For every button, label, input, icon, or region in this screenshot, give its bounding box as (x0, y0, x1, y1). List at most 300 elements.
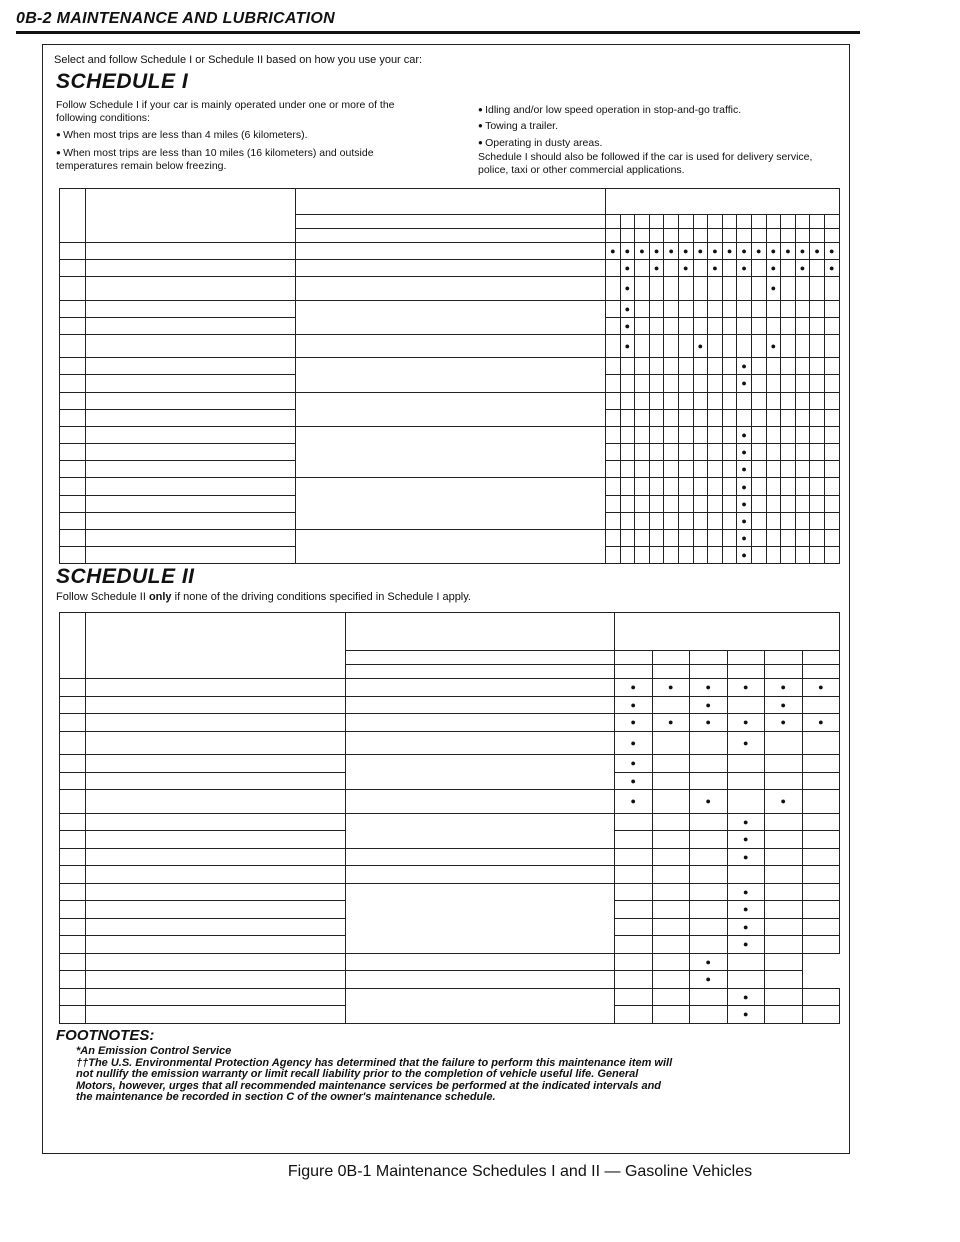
interval-cell (781, 426, 796, 443)
interval-cell (810, 530, 825, 547)
interval-cell (690, 790, 728, 814)
page-header-title: 0B-2 MAINTENANCE AND LUBRICATION (16, 10, 335, 27)
km-value (708, 229, 723, 243)
interval-cell (652, 831, 690, 849)
interval-cell (722, 358, 737, 375)
interval-cell (795, 495, 810, 512)
interval-cell (737, 530, 752, 547)
table-row (60, 679, 840, 697)
interval-cell (693, 358, 708, 375)
interval-cell (693, 461, 708, 478)
miles-value (690, 651, 728, 665)
interval-cell (765, 848, 803, 866)
interval-cell (727, 971, 765, 989)
miles-value (620, 215, 635, 229)
interval-cell (795, 334, 810, 357)
interval-cell (620, 392, 635, 409)
when-to-perform (346, 883, 615, 953)
service-dot: ● (683, 263, 689, 274)
interval-cell (708, 426, 723, 443)
interval-cell (690, 772, 728, 790)
interval-cell (824, 317, 839, 334)
interval-cell (810, 478, 825, 495)
interval-cell (722, 317, 737, 334)
interval-cell (620, 300, 635, 317)
interval-cell (708, 478, 723, 495)
interval-cell (766, 392, 781, 409)
service-dot: ● (743, 834, 749, 845)
service-dot: ● (630, 758, 636, 769)
service-dot: ● (668, 246, 674, 257)
miles-value (606, 215, 621, 229)
interval-cell (690, 831, 728, 849)
item-number (60, 790, 86, 814)
service-dot: ● (639, 246, 645, 257)
interval-cell (751, 426, 766, 443)
interval-cell (635, 478, 650, 495)
figure-caption (0, 1163, 960, 1181)
interval-cell (606, 358, 621, 375)
interval-cell (652, 953, 690, 971)
interval-cell (664, 444, 679, 461)
interval-cell (737, 426, 752, 443)
interval-cell (649, 512, 664, 529)
km-value (824, 229, 839, 243)
interval-cell (635, 547, 650, 564)
table-row (60, 358, 840, 375)
item-number (60, 358, 86, 375)
interval-cell (737, 375, 752, 392)
miles-value (635, 215, 650, 229)
interval-cell (708, 358, 723, 375)
item-number (60, 696, 86, 714)
interval-cell (722, 243, 737, 260)
interval-cell (781, 547, 796, 564)
interval-cell (606, 444, 621, 461)
interval-cell (615, 848, 653, 866)
item-number (60, 731, 86, 755)
item-number (60, 300, 86, 317)
item-number (60, 755, 86, 773)
interval-cell (722, 375, 737, 392)
interval-cell (652, 790, 690, 814)
interval-cell (795, 317, 810, 334)
interval-cell (765, 953, 803, 971)
interval-cell (766, 444, 781, 461)
when-to-perform (296, 300, 606, 334)
interval-cell (795, 277, 810, 300)
interval-cell (664, 461, 679, 478)
item-number (60, 444, 86, 461)
interval-cell (781, 317, 796, 334)
miles-value (693, 215, 708, 229)
schedule2-para-pre: Follow Schedule II (56, 591, 149, 603)
interval-cell (722, 277, 737, 300)
interval-cell (781, 461, 796, 478)
service-dot: ● (653, 263, 660, 274)
interval-cell (635, 358, 650, 375)
item-number (60, 831, 86, 849)
service-dot: ● (743, 682, 749, 693)
interval-cell (678, 300, 693, 317)
interval-cell (615, 831, 653, 849)
service-dot: ● (741, 550, 747, 561)
service-dot: ● (741, 464, 747, 475)
interval-cell (795, 426, 810, 443)
item-number (60, 547, 86, 564)
service-item (86, 971, 346, 989)
item-number (60, 317, 86, 334)
interval-cell (635, 243, 650, 260)
interval-cell (690, 988, 728, 1006)
interval-cell (606, 260, 621, 277)
interval-cell (824, 358, 839, 375)
interval-cell (802, 772, 840, 790)
interval-cell (802, 731, 840, 755)
interval-cell (606, 375, 621, 392)
service-dot: ● (770, 341, 777, 352)
interval-cell (690, 679, 728, 697)
interval-cell (693, 495, 708, 512)
interval-cell (737, 260, 752, 277)
interval-cell (678, 547, 693, 564)
when-to-perform (346, 866, 615, 884)
service-dot: ● (828, 263, 835, 274)
interval-cell (802, 848, 840, 866)
interval-cell (652, 918, 690, 936)
interval-cell (765, 731, 803, 755)
table-row (60, 755, 840, 773)
interval-cell (727, 988, 765, 1006)
table-row (60, 243, 840, 260)
interval-cell (664, 358, 679, 375)
interval-cell (649, 317, 664, 334)
interval-cell (649, 375, 664, 392)
interval-cell (810, 300, 825, 317)
interval-cell (690, 731, 728, 755)
service-dot: ● (668, 717, 674, 728)
interval-cell (802, 918, 840, 936)
km-value (652, 665, 690, 679)
km-value (766, 229, 781, 243)
interval-cell (727, 866, 765, 884)
service-item (86, 1006, 346, 1024)
interval-cell (635, 426, 650, 443)
item-number (60, 813, 86, 831)
interval-cell (766, 317, 781, 334)
service-item (86, 679, 346, 697)
interval-cell (606, 547, 621, 564)
service-item (86, 813, 346, 831)
interval-cell (781, 409, 796, 426)
interval-cell (802, 988, 840, 1006)
interval-cell (795, 512, 810, 529)
service-item (86, 953, 346, 971)
schedule1-table (59, 188, 840, 564)
interval-cell (708, 547, 723, 564)
service-item (86, 392, 296, 409)
interval-cell (652, 988, 690, 1006)
interval-cell (708, 461, 723, 478)
interval-cell (708, 317, 723, 334)
item-number (60, 953, 86, 971)
footnote-epa: ††The U.S. Environmental Protection Agency has determined that the failure to perform this maintenance item will not nullify the emission warranty or limit recall liability prior to the completion of vehicle useful life. General Motors, however, urges that all recommended maintenance services be performed at the indicated intervals and the maintenance be recorded in section C of the owner's maintenance schedule. (76, 1056, 673, 1103)
interval-note (606, 189, 840, 215)
when-to-perform (346, 679, 615, 697)
interval-cell (620, 277, 635, 300)
km-value (664, 229, 679, 243)
interval-cell (649, 426, 664, 443)
interval-cell (781, 260, 796, 277)
interval-cell (693, 478, 708, 495)
interval-cell (781, 495, 796, 512)
interval-cell (727, 696, 765, 714)
interval-cell (620, 409, 635, 426)
miles-value (802, 651, 840, 665)
item-number (60, 848, 86, 866)
interval-cell (690, 714, 728, 732)
service-dot: ● (743, 991, 749, 1002)
interval-cell (765, 790, 803, 814)
interval-cell (810, 260, 825, 277)
interval-cell (737, 243, 752, 260)
when-to-perform (346, 813, 615, 848)
service-dot: ● (741, 429, 747, 440)
service-item (86, 277, 296, 300)
item-number (60, 478, 86, 495)
interval-cell (795, 300, 810, 317)
interval-cell (766, 300, 781, 317)
miles-value (727, 651, 765, 665)
item-number (60, 530, 86, 547)
when-header (346, 613, 615, 651)
service-dot: ● (741, 515, 747, 526)
item-number (60, 409, 86, 426)
table-row (60, 714, 840, 732)
interval-cell (824, 547, 839, 564)
service-item (86, 444, 296, 461)
schedule1-title: SCHEDULE I (56, 70, 189, 93)
interval-cell (693, 426, 708, 443)
service-dot: ● (705, 699, 711, 710)
service-dot: ● (770, 246, 777, 257)
interval-cell (824, 530, 839, 547)
interval-cell (765, 883, 803, 901)
interval-cell (727, 679, 765, 697)
interval-cell (802, 696, 840, 714)
interval-cell (766, 478, 781, 495)
figure-caption-text: Figure 0B-1 Maintenance Schedules I and II — Gasoline Vehicles (287, 1163, 753, 1180)
interval-cell (722, 260, 737, 277)
interval-cell (664, 243, 679, 260)
service-item (86, 478, 296, 495)
service-item (86, 848, 346, 866)
interval-cell (824, 375, 839, 392)
item-number (60, 918, 86, 936)
interval-cell (664, 495, 679, 512)
footnotes-body (76, 1046, 676, 1104)
interval-cell (635, 530, 650, 547)
interval-cell (615, 1006, 653, 1024)
when-to-perform (296, 277, 606, 300)
interval-cell (766, 243, 781, 260)
miles-value (765, 651, 803, 665)
table-row (60, 334, 840, 357)
service-item (86, 714, 346, 732)
interval-cell (802, 714, 840, 732)
interval-cell (606, 409, 621, 426)
interval-cell (765, 772, 803, 790)
interval-cell (615, 971, 653, 989)
interval-cell (690, 953, 728, 971)
interval-cell (635, 375, 650, 392)
interval-cell (751, 512, 766, 529)
interval-cell (824, 409, 839, 426)
interval-cell (652, 813, 690, 831)
interval-cell (678, 334, 693, 357)
miles-value (649, 215, 664, 229)
schedule1-left-para: Follow Schedule I if your car is mainly operated under one or more of the following conditions: (56, 99, 395, 124)
schedule1-right-bullet: ● Towing a trailer. (478, 119, 838, 133)
service-dot: ● (741, 481, 747, 492)
item-number (60, 714, 86, 732)
interval-cell (664, 260, 679, 277)
interval-cell (766, 547, 781, 564)
service-dot: ● (624, 263, 631, 274)
km-label (296, 229, 606, 243)
interval-cell (765, 696, 803, 714)
item-number (60, 334, 86, 357)
interval-cell (802, 679, 840, 697)
interval-cell (810, 444, 825, 461)
interval-cell (635, 512, 650, 529)
km-label (346, 665, 615, 679)
interval-cell (664, 375, 679, 392)
interval-cell (708, 277, 723, 300)
service-dot: ● (756, 246, 762, 257)
service-dot: ● (705, 717, 711, 728)
interval-cell (781, 277, 796, 300)
service-item (86, 866, 346, 884)
miles-value (781, 215, 796, 229)
interval-cell (824, 392, 839, 409)
interval-cell (664, 334, 679, 357)
item-number (60, 988, 86, 1006)
when-to-perform (296, 530, 606, 564)
interval-cell (727, 936, 765, 954)
table-row (60, 790, 840, 814)
item-number (60, 1006, 86, 1024)
table-row (60, 813, 840, 831)
interval-cell (810, 243, 825, 260)
interval-cell (802, 831, 840, 849)
interval-cell (678, 478, 693, 495)
table-row (60, 971, 840, 989)
interval-cell (802, 936, 840, 954)
table-row (60, 883, 840, 901)
interval-cell (346, 971, 615, 989)
table-row (60, 731, 840, 755)
km-value (606, 229, 621, 243)
interval-cell (737, 461, 752, 478)
interval-cell (635, 260, 650, 277)
when-to-perform (346, 755, 615, 790)
miles-label (296, 215, 606, 229)
interval-cell (678, 375, 693, 392)
interval-cell (615, 790, 653, 814)
interval-cell (727, 831, 765, 849)
interval-cell (722, 478, 737, 495)
interval-cell (649, 334, 664, 357)
interval-note (615, 613, 840, 651)
interval-cell (690, 1006, 728, 1024)
service-dot: ● (624, 341, 631, 352)
interval-cell (810, 512, 825, 529)
km-value (635, 229, 650, 243)
service-dot: ● (780, 682, 786, 693)
interval-cell (765, 1006, 803, 1024)
table-row (60, 988, 840, 1006)
service-item (86, 495, 296, 512)
interval-cell (722, 512, 737, 529)
when-to-perform (296, 426, 606, 478)
when-to-perform (296, 243, 606, 260)
interval-cell (693, 444, 708, 461)
interval-cell (649, 444, 664, 461)
interval-cell (766, 375, 781, 392)
table-row (60, 392, 840, 409)
service-dot: ● (726, 246, 733, 257)
interval-cell (652, 936, 690, 954)
interval-cell (635, 300, 650, 317)
interval-cell (781, 512, 796, 529)
service-item (86, 831, 346, 849)
interval-cell (620, 243, 635, 260)
interval-cell (727, 714, 765, 732)
interval-cell (824, 277, 839, 300)
interval-cell (765, 936, 803, 954)
miles-value (810, 215, 825, 229)
item-number (60, 426, 86, 443)
interval-cell (795, 358, 810, 375)
interval-cell (620, 444, 635, 461)
table-row (60, 953, 840, 971)
interval-cell (766, 426, 781, 443)
service-item (86, 334, 296, 357)
interval-cell (615, 696, 653, 714)
interval-cell (751, 495, 766, 512)
when-to-perform (346, 790, 615, 814)
interval-cell (824, 243, 839, 260)
interval-cell (664, 392, 679, 409)
item-number (60, 277, 86, 300)
when-to-perform (346, 696, 615, 714)
service-dot: ● (743, 1009, 749, 1020)
schedule1-right-bullet: ● Idling and/or low speed operation in stop-and-go traffic. (478, 103, 838, 117)
table-row (60, 300, 840, 317)
interval-cell (810, 426, 825, 443)
service-header (86, 613, 346, 679)
interval-cell (620, 375, 635, 392)
interval-cell (649, 300, 664, 317)
interval-cell (606, 392, 621, 409)
interval-cell (727, 813, 765, 831)
miles-value (751, 215, 766, 229)
interval-cell (737, 300, 752, 317)
interval-cell (693, 334, 708, 357)
item-number (60, 495, 86, 512)
when-to-perform (296, 478, 606, 530)
